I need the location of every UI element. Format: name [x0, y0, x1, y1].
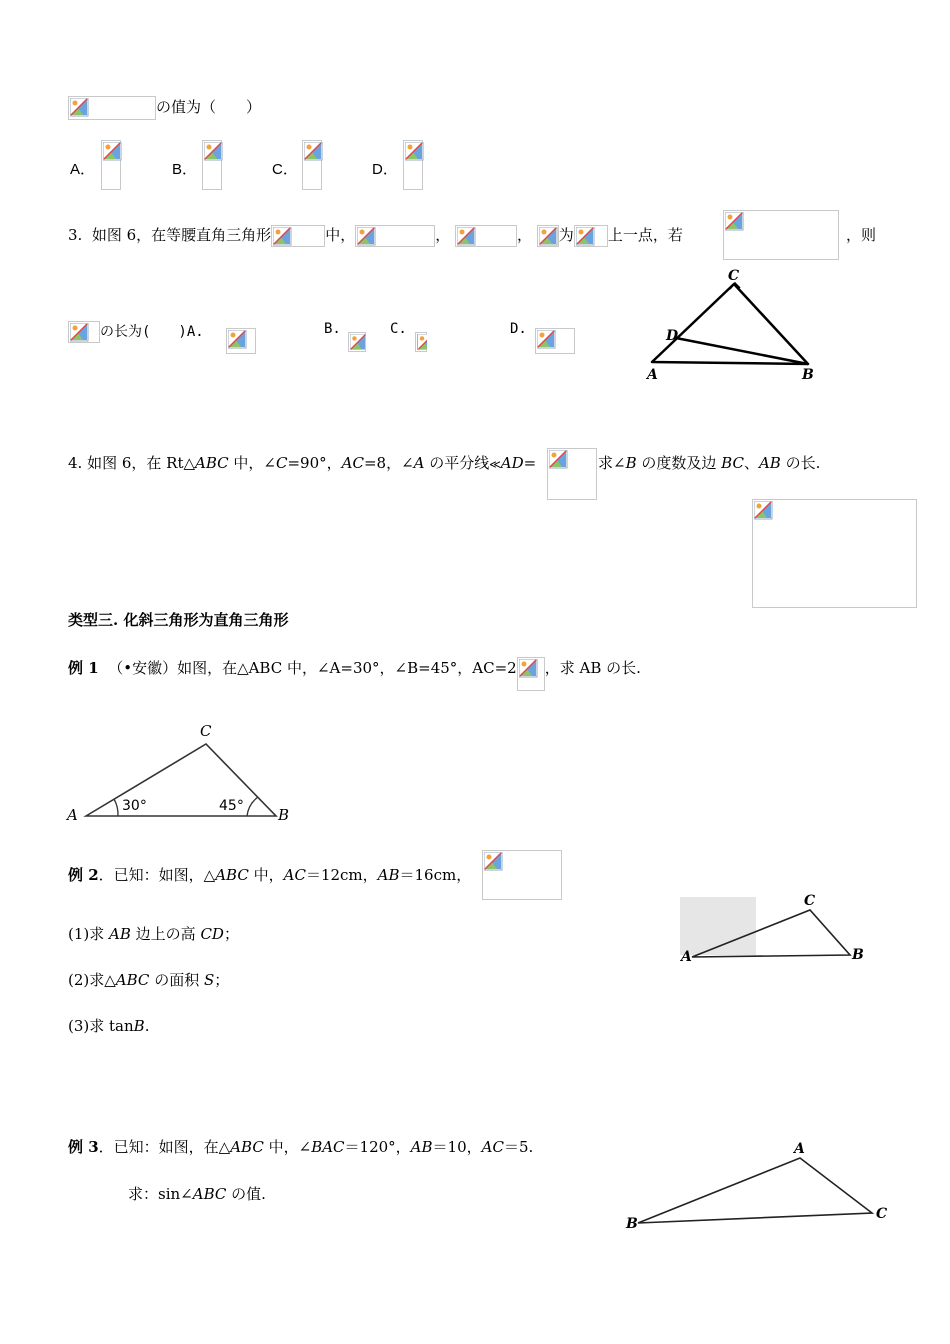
label-a: A — [794, 1141, 805, 1157]
section-title: 类型三. 化斜三角形为直角三角形 — [68, 611, 289, 629]
q3-options-row: の长为( )A. — [68, 321, 204, 343]
triangle-abc — [652, 284, 808, 364]
broken-image-icon — [357, 227, 377, 247]
q2-option-d: D． — [372, 161, 398, 178]
ex1-stem: 例 1 （•安徽）如图，在△ABC 中，∠A=30°，∠B=45°，AC=2 ，求 AB の长. — [68, 657, 641, 691]
triangle-abc — [638, 1158, 872, 1223]
formula-image — [271, 225, 325, 247]
condition-image — [723, 210, 839, 260]
option-c-image — [415, 332, 427, 352]
broken-image-icon — [70, 98, 90, 118]
formula-image — [355, 225, 435, 247]
label-b: B — [626, 1216, 638, 1232]
angle-b-label: 45° — [219, 798, 244, 814]
formula-image — [68, 96, 156, 120]
formula-image — [547, 448, 597, 500]
label-b: B — [278, 806, 290, 824]
q4-figure-image — [752, 499, 917, 608]
broken-image-icon — [304, 142, 324, 162]
option-a-image — [226, 328, 256, 354]
broken-image-icon — [576, 227, 596, 247]
ex2-sub1: (1)求 AB 边上の高 CD； — [68, 925, 239, 943]
broken-image-icon — [754, 501, 774, 521]
triangle-abc — [86, 744, 276, 816]
q2-option-b: B． — [172, 161, 198, 178]
formula-image — [537, 225, 559, 247]
q3-option-d: D. — [510, 321, 527, 337]
q2-option-a: A． — [70, 161, 96, 178]
q3-option-c: C. — [390, 321, 407, 337]
label-b: B — [852, 947, 864, 963]
q4-stem-end: 求∠B の度数及边 BC、AB の长. — [598, 454, 821, 472]
q3-stem: 3. 如图 6，在等腰直角三角形 中， ， ， 为 上一点，若 — [68, 224, 683, 247]
broken-image-icon — [103, 142, 123, 162]
broken-image-icon — [519, 659, 539, 679]
label-c: C — [804, 893, 816, 909]
broken-image-icon — [484, 852, 504, 872]
ex2-sub3: (3)求 tanB. — [68, 1017, 150, 1035]
ex1-triangle-figure — [62, 718, 297, 828]
q3-option-b: B. — [324, 321, 341, 337]
option-a-image — [101, 140, 121, 190]
broken-image-icon — [549, 450, 569, 470]
broken-image-icon — [228, 330, 248, 350]
option-b-image — [202, 140, 222, 190]
broken-image-icon — [204, 142, 224, 162]
formula-image — [482, 850, 562, 900]
label-a: A — [681, 949, 692, 965]
option-b-image — [348, 332, 366, 352]
broken-image-icon — [405, 142, 425, 162]
formula-image — [455, 225, 517, 247]
label-a: A — [67, 806, 78, 824]
ex2-stem: 例 2．已知：如图，△ABC 中，AC＝12cm，AB＝16cm， — [68, 866, 472, 884]
ex3-stem: 例 3．已知：如图，在△ABC 中，∠BAC＝120°，AB＝10，AC＝5. — [68, 1138, 534, 1156]
formula-image — [68, 321, 100, 343]
broken-image-icon — [417, 334, 427, 350]
option-d-image — [403, 140, 423, 190]
option-d-image — [535, 328, 575, 354]
label-b: B — [802, 367, 814, 383]
option-c-image — [302, 140, 322, 190]
ex2-sub2: (2)求△ABC の面积 S； — [68, 971, 230, 989]
broken-image-icon — [539, 227, 559, 247]
label-c: C — [876, 1206, 888, 1222]
q2-stem: の值为（ ） — [68, 96, 261, 120]
ex3-question: 求：sin∠ABC の值. — [128, 1185, 266, 1203]
broken-image-icon — [350, 334, 366, 350]
broken-image-icon — [457, 227, 477, 247]
q3-stem-end: ，则 — [846, 226, 877, 244]
broken-image-icon — [725, 212, 745, 232]
formula-image — [517, 657, 545, 691]
broken-image-icon — [70, 323, 90, 343]
label-d: D — [666, 328, 679, 344]
q3-triangle-figure — [640, 262, 820, 387]
ex3-triangle-figure — [620, 1138, 895, 1233]
angle-a-label: 30° — [122, 798, 147, 814]
q2-option-c: C． — [272, 161, 298, 178]
label-a: A — [647, 367, 658, 383]
q4-stem: 4. 如图 6，在 Rt△ABC 中，∠C=90°，AC=8，∠A の平分线≪AD= — [68, 454, 537, 472]
ex2-triangle-figure — [678, 893, 868, 968]
formula-image — [574, 225, 608, 247]
label-c: C — [728, 268, 740, 284]
label-c: C — [200, 722, 212, 740]
broken-image-icon — [537, 330, 557, 350]
broken-image-icon — [273, 227, 293, 247]
